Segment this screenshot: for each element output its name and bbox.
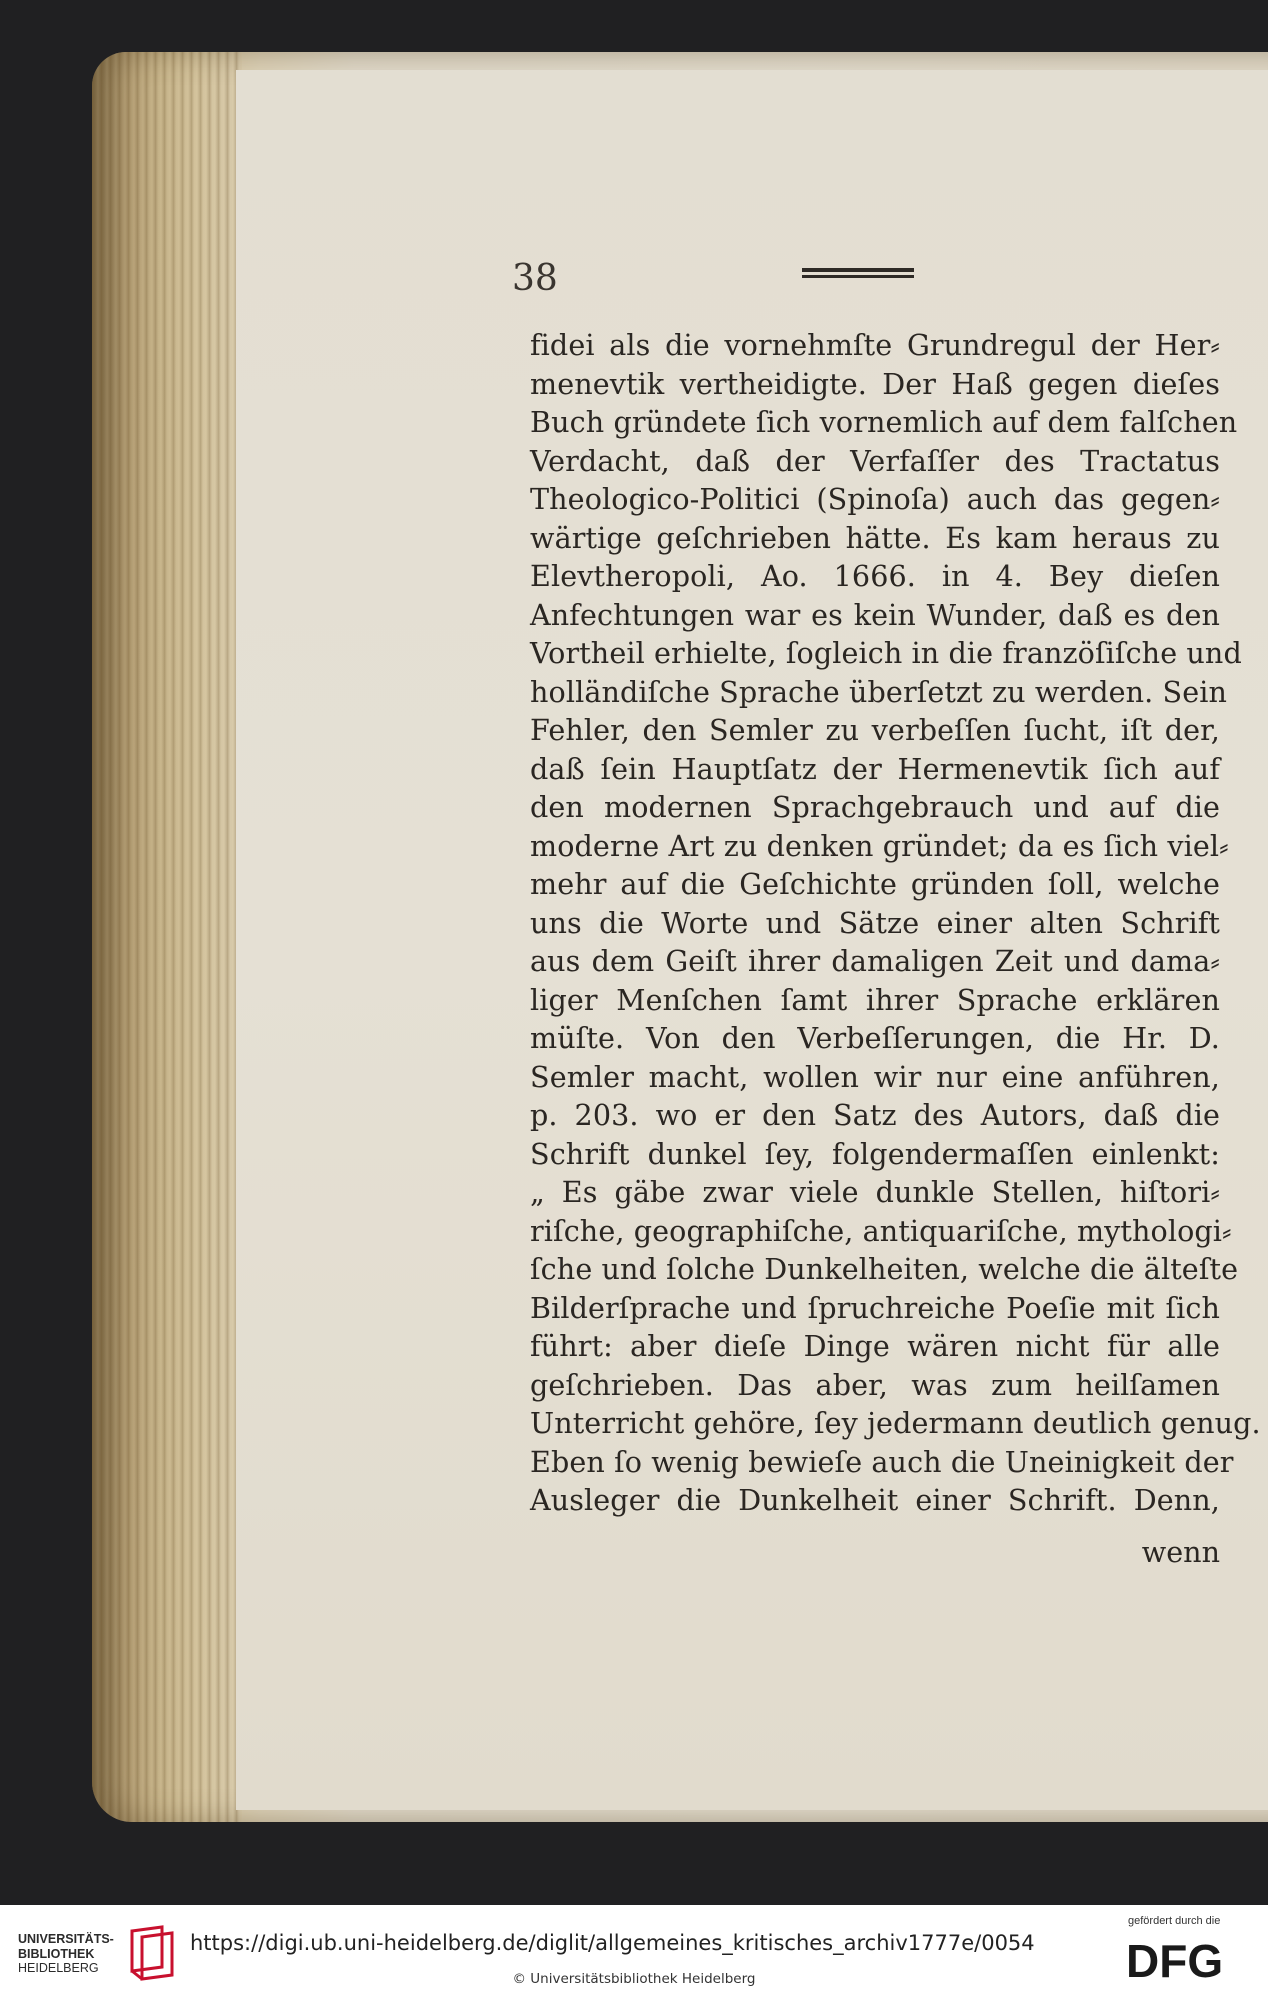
text-line: ſche und ſolche Dunkelheiten, welche die älteſte [530, 1252, 1239, 1286]
text-line: den modernen Sprachgebrauch und auf die [530, 790, 1220, 824]
header-rule [802, 268, 914, 282]
text-line: Elevtheropoli, Ao. 1666. in 4. Bey dieſen [530, 559, 1220, 593]
text-line: Schrift dunkel ſey, folgendermaſſen einlenkt: [530, 1136, 1220, 1171]
catchword: wenn [1141, 1535, 1220, 1569]
text-line: Unterricht gehöre, ſey jedermann deutlich genug. [530, 1406, 1261, 1440]
library-logo-line: UNIVERSITÄTS- [18, 1932, 114, 1946]
text-line: moderne Art zu denken gründet; da es ſich viel⸗ [530, 828, 1229, 863]
text-line: Theologico-Politici (Spinoſa) auch das gegen⸗ [530, 482, 1220, 516]
text-line: Anfechtungen war es kein Wunder, daß es den [530, 597, 1220, 632]
text-line: holländiſche Sprache überſetzt zu werden. Sein [530, 674, 1227, 709]
text-line: „ Es gäbe zwar viele dunkle Stellen, hiſtori⸗ [530, 1175, 1220, 1209]
text-line: führt: aber dieſe Dinge wären nicht für alle [530, 1329, 1220, 1363]
text-line: Semler macht, wollen wir nur eine anführen, [530, 1059, 1220, 1094]
text-line: uns die Worte und Sätze einer alten Schrift [530, 905, 1220, 940]
page-number: 38 [512, 258, 558, 299]
text-line: geſchrieben. Das aber, was zum heilſamen [530, 1367, 1220, 1402]
text-line: Eben ſo wenig bewieſe auch die Uneinigkeit der [530, 1444, 1234, 1479]
text-line: Ausleger die Dunkelheit einer Schrift. Denn, [530, 1483, 1220, 1517]
text-line: fidei als die vornehmſte Grundregul der Her⸗ [530, 328, 1220, 362]
copyright-notice: © Universitätsbibliothek Heidelberg [512, 1971, 756, 1987]
sponsor-label: gefördert durch die [1128, 1915, 1221, 1927]
text-line: daß ſein Hauptſatz der Hermenevtik ſich auf [530, 751, 1220, 786]
dfg-logo-text: DFG [1126, 1935, 1224, 1983]
text-line: aus dem Geiſt ihrer damaligen Zeit und dama⸗ [530, 944, 1220, 978]
text-line: Bilderſprache und ſpruchreiche Poeſie mit ſich [530, 1290, 1220, 1325]
viewer-footer [0, 1905, 1268, 1997]
text-line: mehr auf die Geſchichte gründen ſoll, welche [530, 867, 1220, 901]
text-line: Vortheil erhielte, ſogleich in die franzöſiſche und [530, 636, 1242, 670]
text-line: liger Menſchen ſamt ihrer Sprache erklären [530, 982, 1220, 1017]
text-line: Verdacht, daß der Verfaſſer des Tractatus [530, 443, 1220, 478]
text-line: wärtige geſchrieben hätte. Es kam heraus zu [530, 520, 1220, 555]
text-line: menevtik vertheidigte. Der Haß gegen dieſes [530, 366, 1220, 401]
text-line: p. 203. wo er den Satz des Autors, daß die [530, 1098, 1220, 1132]
text-line: riſche, geographiſche, antiquariſche, mythologi⸗ [530, 1213, 1232, 1248]
permalink-url[interactable]: https://digi.ub.uni-heidelberg.de/diglit/allgemeines_kritisches_archiv1777e/0054 [190, 1931, 1035, 1955]
text-line: Fehler, den Semler zu verbeſſen ſucht, iſt der, [530, 713, 1220, 747]
page-text [530, 326, 1261, 1520]
library-logo-text[interactable] [18, 1932, 114, 1976]
text-line: müſte. Von den Verbeſſerungen, die Hr. D. [530, 1021, 1220, 1055]
dfg-logo-icon[interactable] [1124, 1935, 1252, 1983]
text-line: Buch gründete ſich vornemlich auf dem falſchen [530, 405, 1238, 439]
library-logo-line: HEIDELBERG [18, 1961, 99, 1975]
library-logo-line: BIBLIOTHEK [18, 1946, 95, 1961]
